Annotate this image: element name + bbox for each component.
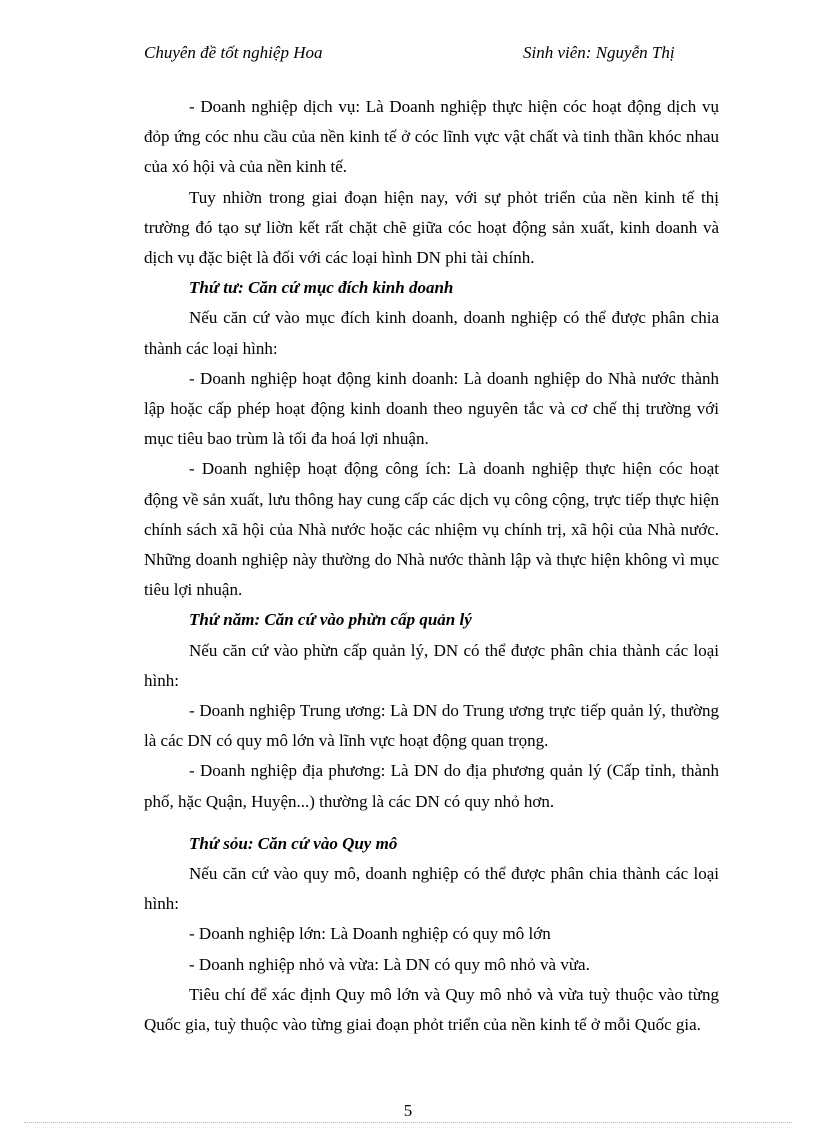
paragraph: - Doanh nghiệp dịch vụ: Là Doanh nghiệp thực hiện cóc hoạt động dịch vụ đỏp ứng cóc nhu cầu của nền kinh tế ở cóc lĩnh vực vật chất và tinh thần khóc nhau của xó hội và của nền kinh tế. [144, 97, 719, 177]
header-title: Chuyên đề tốt nghiệp Hoa [144, 43, 323, 62]
document-body [144, 92, 719, 1040]
section-heading: Thứ năm: Căn cứ vào phừn cấp quản lý [189, 610, 472, 630]
paragraph: Tiêu chí để xác định Quy mô lớn và Quy mô nhỏ và vừa tuỳ thuộc vào từng Quốc gia, tuỳ thuộc vào từng giai đoạn phỏt triển của nền kinh tế ở mỗi Quốc gia. [144, 984, 719, 1035]
paragraph: Nếu căn cứ vào phừn cấp quản lý, DN có thể được phân chia thành các loại hình: [144, 640, 719, 690]
section-heading: Thứ tư: Căn cứ mục đích kinh doanh [189, 278, 454, 298]
paragraph: - Doanh nghiệp nhỏ và vừa: Là DN có quy mô nhỏ và vừa. [189, 954, 590, 974]
paragraph: - Doanh nghiệp địa phương: Là DN do địa phương quản lý (Cấp tỉnh, thành phố, hặc Quận, Huyện...) thường là các DN có quy nhỏ hơn. [144, 761, 719, 811]
page-number: 5 [403, 1101, 413, 1120]
paragraph: - Doanh nghiệp Trung ương: Là DN do Trung ương trực tiếp quản lý, thường là các DN có quy mô lớn và lĩnh vực hoạt động quan trọng. [144, 701, 719, 751]
paragraph: - Doanh nghiệp hoạt động công ích: Là doanh nghiệp thực hiện cóc hoạt động về sản xuất, lưu thông hay cung cấp các dịch vụ công cộng, trực tiếp thực hiện chính sách xã hội của Nhà nước hoặc các nhiệm vụ chính trị, xã hội của Nhà nước. Những doanh nghiệp này thường do Nhà nước thành lập và thực hiện không vì mục tiêu lợi nhuận. [144, 459, 719, 600]
paragraph: - Doanh nghiệp hoạt động kinh doanh: Là doanh nghiệp do Nhà nước thành lập hoặc cấp phép hoạt động kinh doanh theo nguyên tắc và cơ chế thị trường với mục tiêu bao trùm là tối đa hoá lợi nhuận. [144, 368, 719, 449]
header-author: Sinh viên: Nguyễn Thị [523, 43, 675, 62]
paragraph: - Doanh nghiệp lớn: Là Doanh nghiệp có quy mô lớn [189, 924, 551, 944]
paragraph: Nếu căn cứ vào mục đích kinh doanh, doanh nghiệp có thể được phân chia thành các loại hình: [144, 308, 719, 358]
paragraph: Tuy nhiờn trong giai đoạn hiện nay, với sự phỏt triển của nền kinh tế thị trường đó tạo sự liờn kết rất chặt chẽ giữa cóc hoạt động sản xuất, kinh doanh và dịch vụ đặc biệt là đối với các loại hình DN phi tài chính. [144, 187, 719, 268]
paragraph: Nếu căn cứ vào quy mô, doanh nghiệp có thể được phân chia thành các loại hình: [144, 864, 719, 914]
section-heading: Thứ sỏu: Căn cứ vào Quy mô [189, 833, 398, 853]
